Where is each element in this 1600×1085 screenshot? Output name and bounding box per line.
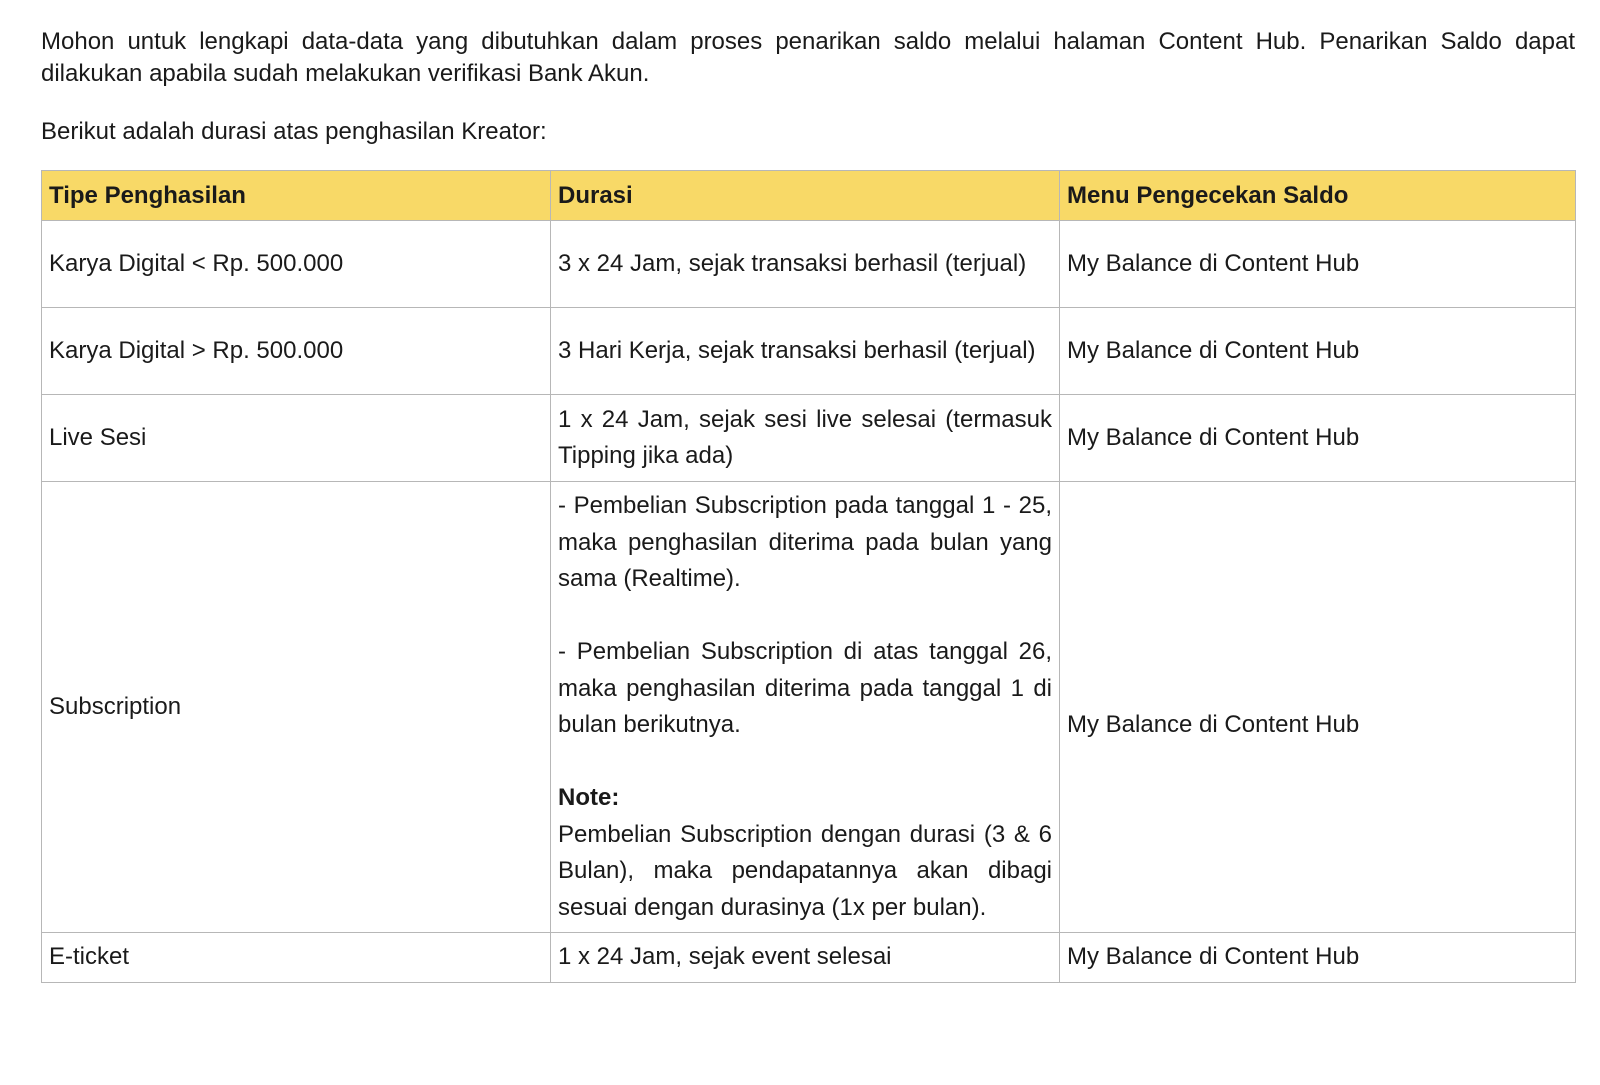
table-header-row — [42, 171, 1576, 221]
cell-duration: 1 x 24 Jam, sejak sesi live selesai (termasuk Tipping jika ada) — [551, 395, 1060, 482]
note-title: Note: — [558, 784, 620, 811]
cell-balance-menu: My Balance di Content Hub — [1060, 933, 1576, 983]
cell-balance-menu: My Balance di Content Hub — [1060, 482, 1576, 933]
cell-balance-menu: My Balance di Content Hub — [1060, 395, 1576, 482]
header-duration: Durasi — [551, 171, 1060, 221]
cell-income-type: Subscription — [42, 482, 551, 933]
table-lead-text: Berikut adalah durasi atas penghasilan Kreator: — [41, 118, 547, 145]
cell-duration: 1 x 24 Jam, sejak event selesai — [551, 933, 1060, 983]
cell-balance-menu: My Balance di Content Hub — [1060, 308, 1576, 395]
income-duration-table — [41, 170, 1576, 983]
paragraph-spacer — [558, 744, 1052, 781]
table-row — [42, 221, 1576, 308]
cell-duration: 3 x 24 Jam, sejak transaksi berhasil (terjual) — [551, 221, 1060, 308]
cell-income-type: Karya Digital > Rp. 500.000 — [42, 308, 551, 395]
intro-paragraph: Mohon untuk lengkapi data-data yang dibutuhkan dalam proses penarikan saldo melalui halaman Content Hub. Penarikan Saldo dapat dilakukan apabila sudah melakukan verifikasi Bank Akun. — [41, 28, 1575, 87]
subscription-rule-1: - Pembelian Subscription pada tanggal 1 - 25, maka penghasilan diterima pada bulan yang sama (Realtime). — [558, 492, 1052, 592]
table-row — [42, 933, 1576, 983]
cell-duration: 3 Hari Kerja, sejak transaksi berhasil (terjual) — [551, 308, 1060, 395]
header-balance-menu: Menu Pengecekan Saldo — [1060, 171, 1576, 221]
cell-duration — [551, 482, 1060, 933]
cell-income-type: Karya Digital < Rp. 500.000 — [42, 221, 551, 308]
note-text: Pembelian Subscription dengan durasi (3 & 6 Bulan), maka pendapatannya akan dibagi sesuai dengan durasinya (1x per bulan). — [558, 820, 1052, 921]
document-body — [41, 26, 1575, 983]
table-row — [42, 482, 1576, 933]
paragraph-spacer — [558, 598, 1052, 635]
cell-income-type: E-ticket — [42, 933, 551, 983]
subscription-rule-2: - Pembelian Subscription di atas tanggal 26, maka penghasilan diterima pada tanggal 1 di bulan berikutnya. — [558, 638, 1052, 738]
table-row — [42, 395, 1576, 482]
cell-balance-menu: My Balance di Content Hub — [1060, 221, 1576, 308]
table-row — [42, 308, 1576, 395]
header-income-type: Tipe Penghasilan — [42, 171, 551, 221]
cell-income-type: Live Sesi — [42, 395, 551, 482]
